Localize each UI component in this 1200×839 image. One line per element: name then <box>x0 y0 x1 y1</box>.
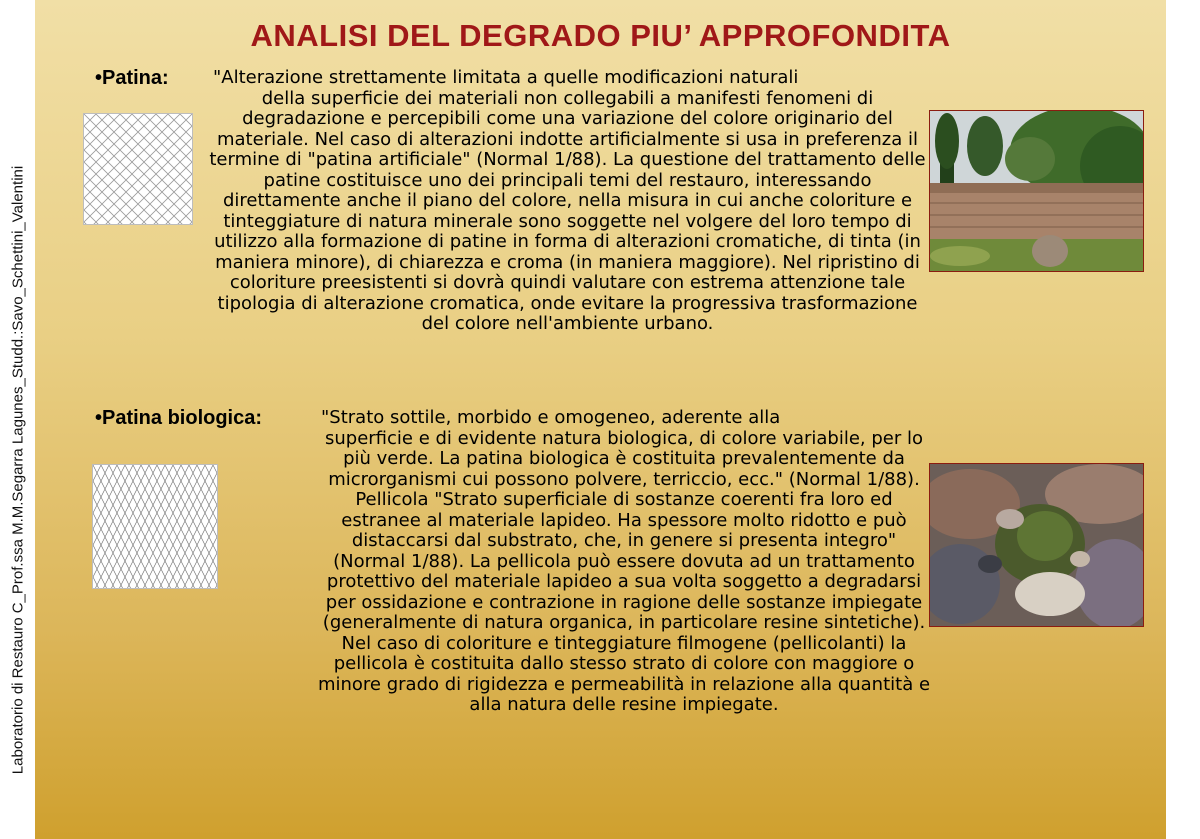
slide <box>35 0 1166 839</box>
biological-hatch-swatch <box>92 464 218 589</box>
section-patina <box>95 68 930 335</box>
section-text <box>95 68 930 335</box>
section-heading: •Patina: <box>95 67 169 89</box>
section-text <box>95 408 935 716</box>
left-margin <box>0 0 35 839</box>
right-margin <box>1166 0 1200 839</box>
section-patina-biologica <box>95 408 935 716</box>
lichen-photo-icon <box>930 464 1143 626</box>
section-heading: •Patina biologica: <box>95 407 263 429</box>
sidebar-credit: Laboratorio di Restauro C_Prof.ssa M.M.Segarra Lagunes_Studd.:Savo_Schettini_Valentini <box>9 165 27 775</box>
patina-hatch-swatch <box>83 113 193 225</box>
page-title: ANALISI DEL DEGRADO PIU’ APPROFONDITA <box>250 18 951 53</box>
crosshatch-pattern-icon <box>93 465 217 588</box>
ruins-photo-icon <box>930 111 1143 271</box>
section-opening: "Alterazione strettamente limitata a quelle modificazioni naturali <box>213 67 799 88</box>
section-body: della superficie dei materiali non collegabili a manifesti fenomeni di degradazione e percepibili come una variazione del colore originario del materiale. Nel caso di alterazioni indotte artificialmente si usa in preferenza il termine di "patina artificiale" (Normal 1/88). La questione del trattamento delle patine costituisce uno dei principali temi del restauro, interessando direttamente anche il piano del colore, nella misura in cui anche coloriture e tinteggiature di natura minerale sono soggette nel volgere del loro tempo di utilizzo alla formazione di patine in forma di alterazioni cromatiche, di tinta (in maniera minore), di chiarezza e croma (in maniera maggiore). Nel ripristino di coloriture preesistenti si dovrà quindi valutare con estrema attenzione tale tipologia di alterazione cromatica, onde evitare la progressiva trasformazione del colore nell'ambiente urbano. <box>209 87 926 334</box>
biological-patina-photo <box>929 463 1144 627</box>
hatch-pattern-icon <box>84 114 192 224</box>
section-opening: "Strato sottile, morbido e omogeneo, aderente alla <box>321 407 781 428</box>
patina-photo <box>929 110 1144 272</box>
section-body: superficie e di evidente natura biologica, di colore variabile, per lo più verde. La patina biologica è costituita prevalentemente da microrganismi cui possono polvere, terriccio, ecc." (Normal 1/88). Pellicola "Strato superficiale di sostanze coerenti fra loro ed estranee al materiale lapideo. Ha spessore molto ridotto e può distaccarsi dal substrato, che, in genere si presenta integro" (Normal 1/88). La pellicola può essere dovuta ad un trattamento protettivo del materiale lapideo a sua volta soggetto a degradarsi per ossidazione e contrazione in ragione delle sostanze impiegate (generalmente di natura organica, in particolare resine sintetiche). Nel caso di coloriture e tinteggiature filmogene (pellicolanti) la pellicola è costituita dallo stesso strato di colore con maggiore o minore grado di rigidezza e permeabilità in relazione alla quantità e alla natura delle resine impiegate. <box>317 427 931 715</box>
